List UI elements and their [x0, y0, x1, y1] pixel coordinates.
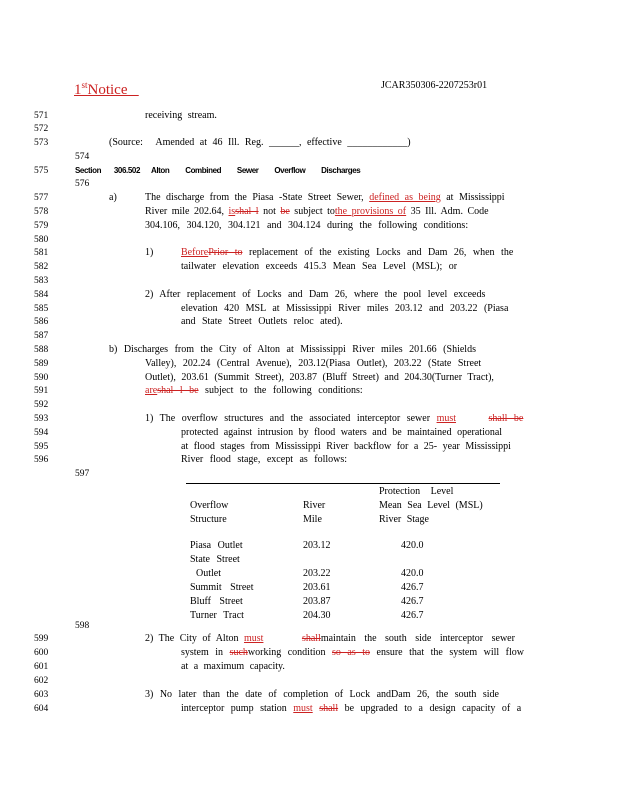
line-number: 602 [34, 676, 49, 686]
text-line: 2) The City of Alton must shallmaintain the south side interceptor sewer [145, 633, 515, 644]
line-number: 573 [34, 138, 49, 148]
text-line: River flood stage, except as follows: [181, 454, 348, 465]
table-row: Outlet 203.22 420.0 [196, 568, 424, 579]
amended-note: Amended at 46 Ill. Reg. ______, effective ____________) [155, 137, 411, 148]
header-structure: Overflow Structure [190, 500, 229, 525]
text-line: 304.106, 304.120, 304.121 and 304.124 during the following conditions: [145, 220, 469, 231]
line-number: 576 [75, 179, 90, 189]
line-number: 591 [34, 386, 49, 396]
source-label: (Source: [109, 137, 143, 148]
text-line: 3) No later than the date of completion of Lock andDam 26, the south side [145, 689, 499, 700]
text-line: protected against intrusion by flood waters and be maintained operational [181, 427, 503, 438]
line-number: 599 [34, 634, 49, 644]
line-number: 590 [34, 373, 49, 383]
table-row: State Street [190, 554, 240, 565]
document-reference: JCAR350306-2207253r01 [381, 80, 488, 91]
line-number: 589 [34, 359, 49, 369]
line-number: 571 [34, 111, 49, 121]
line-number: 580 [34, 235, 49, 245]
text-line: The discharge from the Piasa -State Street Sewer, defined as being at Mississippi [145, 192, 505, 203]
header-mile: River Mile [303, 500, 326, 525]
table-header-row [190, 485, 509, 527]
line-number: 593 [34, 414, 49, 424]
table-row: Piasa Outlet 203.12 420.0 [190, 540, 424, 551]
text-line: at flood stages from Mississippi River backflow for a 25- year Mississippi [181, 441, 511, 452]
line-number: 579 [34, 221, 49, 231]
line-number: 582 [34, 262, 49, 272]
text-line: receiving stream. [145, 110, 217, 121]
line-number: 581 [34, 248, 49, 258]
section-heading: Section 306.502 Alton Combined Sewer Overflow Discharges [75, 166, 361, 175]
line-number: 586 [34, 317, 49, 327]
header-stage: Protection Level Mean Sea Level (MSL) River Stage [379, 486, 483, 525]
line-number: 601 [34, 662, 49, 672]
text-line: tailwater elevation exceeds 415.3 Mean Sea Level (MSL); or [181, 261, 458, 272]
line-number: 574 [75, 152, 90, 162]
line-number: 577 [34, 193, 49, 203]
text-line: areshal l be subject to the following conditions: [145, 385, 363, 396]
line-number: 592 [34, 400, 49, 410]
line-number: 575 [34, 166, 49, 176]
table-row: Bluff Street 203.87 426.7 [190, 596, 424, 607]
text-line: River mile 202.64, isshal l not be subject tothe provisions of 35 Ill. Adm. Code [145, 206, 489, 217]
line-number: 584 [34, 290, 49, 300]
line-number: 585 [34, 304, 49, 314]
line-number: 572 [34, 124, 49, 134]
text-line: BeforePrior to replacement of the existing Locks and Dam 26, when the [181, 247, 514, 258]
table-row: Turner Tract 204.30 426.7 [190, 610, 424, 621]
line-number: 603 [34, 690, 49, 700]
notice-title: 1stNotice [74, 80, 128, 98]
text-line: system in suchworking condition so as to ensure that the system will flow [181, 647, 524, 658]
line-number: 578 [34, 207, 49, 217]
line-number: 598 [75, 621, 90, 631]
line-number: 600 [34, 648, 49, 658]
text-line: interceptor pump station must shall be upgraded to a design capacity of a [181, 703, 522, 714]
line-number: 583 [34, 276, 49, 286]
text-line: and State Street Outlets reloc ated). [181, 316, 343, 327]
subsection-label: a) [109, 192, 117, 203]
overflow-table [190, 485, 509, 623]
list-number: 1) [145, 247, 154, 258]
line-number: 596 [34, 455, 49, 465]
line-number: 587 [34, 331, 49, 341]
text-line: b) Discharges from the City of Alton at Mississippi River miles 201.66 (Shields [109, 344, 476, 355]
text-line: at a maximum capacity. [181, 661, 285, 672]
line-number: 594 [34, 428, 49, 438]
text-line: 1) The overflow structures and the associated interceptor sewer must shall be [145, 413, 524, 424]
table-rule [186, 483, 500, 484]
line-number: 604 [34, 704, 49, 714]
table-row: Summit Street 203.61 426.7 [190, 582, 424, 593]
source-note [109, 137, 411, 149]
text-line: elevation 420 MSL at Mississippi River miles 203.12 and 203.22 (Piasa [181, 303, 509, 314]
text-line: 2) After replacement of Locks and Dam 26, where the pool level exceeds [145, 289, 486, 300]
line-number: 597 [75, 469, 90, 479]
text-line: Outlet), 203.61 (Summit Street), 203.87 (Bluff Street) and 204.30(Turner Tract), [145, 372, 494, 383]
line-number: 588 [34, 345, 49, 355]
line-number: 595 [34, 442, 49, 452]
text-line: Valley), 202.24 (Central Avenue), 203.12(Piasa Outlet), 203.22 (State Street [145, 358, 482, 369]
